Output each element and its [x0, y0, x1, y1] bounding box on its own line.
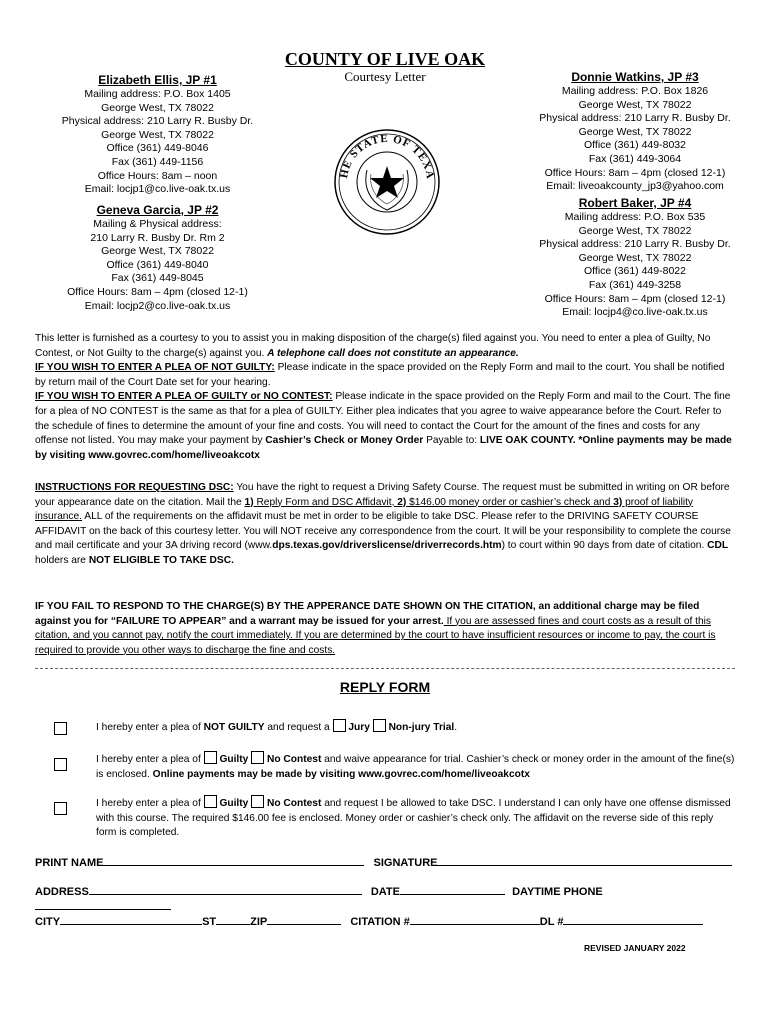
dsc-no-contest-checkbox[interactable]: [251, 795, 264, 808]
revision-note: REVISED JANUARY 2022: [584, 943, 686, 953]
non-jury-label: Non-jury Trial: [388, 722, 455, 733]
guilty-paragraph: [35, 390, 735, 463]
jp3-line: Mailing address: P.O. Box 1826: [561, 85, 709, 97]
option-text: and request I be allowed to take DSC. I understand I can only have one offense dismissed with this course. The required $146.00 fee is enclosed. Money order or cashier’s check only. The affidavit on the reverse side of this reply form is completed.: [96, 798, 731, 839]
fail-paragraph: [35, 600, 735, 658]
dsc-item: $146.00 money order or cashier’s check and: [406, 496, 614, 508]
guilty-plea-checkbox[interactable]: [54, 758, 67, 771]
guilty-checkbox[interactable]: [204, 751, 217, 764]
online-payment-note: . *Online payments may be made by visiting www.govrec.com/home/liveoakcotx: [35, 435, 732, 461]
jp2-line: Fax (361) 449-8045: [111, 272, 204, 285]
jp4-name: Robert Baker, JP #4: [578, 196, 692, 210]
guilty-label: Guilty: [219, 754, 249, 765]
daytime-phone-label: DAYTIME PHONE: [512, 886, 603, 898]
dsc-item-number: 3): [613, 496, 623, 508]
plea-not-guilty: NOT GUILTY: [203, 722, 265, 733]
intro-paragraph: [35, 332, 735, 361]
jp3-line: Physical address: 210 Larry R. Busby Dr.: [539, 112, 731, 125]
jp4-block: [520, 196, 750, 320]
citation-label: CITATION #: [350, 916, 410, 928]
not-guilty-paragraph: [35, 361, 735, 390]
guilty-label: Guilty: [219, 798, 249, 809]
payment-method: Cashier’s Check or Money Order: [265, 435, 424, 447]
jp2-line: Mailing & Physical address:: [93, 218, 222, 230]
jp2-line: 210 Larry R. Busby Dr. Rm 2: [90, 231, 225, 244]
option-text: and request a: [264, 722, 333, 733]
dsc-text: ) to court within 90 days from date of citation.: [501, 540, 708, 552]
dsc-section: [35, 481, 735, 569]
guilty-heading: IF YOU WISH TO ENTER A PLEA OF GUILTY or NO CONTEST:: [35, 391, 333, 403]
jp4-line: George West, TX 78022: [578, 224, 692, 237]
jp1-email: Email: locjp1@co.live-oak.tx.us: [84, 183, 231, 196]
signature-field[interactable]: [437, 854, 732, 866]
jp4-line: George West, TX 78022: [578, 251, 692, 264]
dl-field[interactable]: [563, 913, 703, 925]
jp2-line: Office Hours: 8am – 4pm (closed 12-1): [67, 285, 248, 298]
no-contest-label: No Contest: [267, 754, 322, 765]
jp3-line: George West, TX 78022: [578, 125, 692, 138]
state-label: ST: [202, 916, 217, 928]
city-field[interactable]: [60, 913, 202, 925]
jp4-line: Office (361) 449-8022: [584, 265, 686, 278]
address-row: [35, 883, 735, 913]
option-text: I hereby enter a plea of: [96, 798, 204, 809]
reply-form-title: REPLY FORM: [339, 679, 431, 695]
option-text: and waive appearance for trial. Cashier’s check or money order in the amount of the fine(s) is enclosed.: [96, 754, 735, 780]
daytime-phone-field[interactable]: [35, 898, 171, 910]
jp1-name: Elizabeth Ellis, JP #1: [98, 73, 217, 87]
jp1-line: Office (361) 449-8046: [106, 142, 209, 155]
jp3-line: Office (361) 449-8032: [584, 139, 686, 152]
jp1-line: Mailing address: P.O. Box 1405: [84, 88, 231, 100]
intro-text: This letter is furnished as a courtesy to you to assist you in making disposition of the charge(s) filed against you. You need to enter a plea of Guilty, No Contest, or Not Guilty to the charge(s) against you.: [35, 333, 711, 359]
jp1-line: Physical address: 210 Larry R. Busby Dr.: [61, 115, 254, 128]
jp4-line: Fax (361) 449-3258: [588, 278, 682, 291]
jp3-name: Donnie Watkins, JP #3: [571, 70, 699, 84]
letter-body: [35, 332, 735, 463]
jp1-line: Fax (361) 449-1156: [111, 155, 204, 168]
city-label: CITY: [35, 916, 61, 928]
jp4-line: Mailing address: P.O. Box 535: [564, 211, 706, 223]
jp3-block: [520, 70, 750, 194]
jp2-email: Email: locjp2@co.live-oak.tx.us: [84, 299, 231, 312]
payable-to: Payable to:: [423, 435, 480, 447]
date-label: DATE: [370, 886, 400, 898]
seal-text: HE STATE OF TEXA: [338, 132, 437, 181]
jp2-line: George West, TX 78022: [101, 245, 214, 258]
page-title: COUNTY OF LIVE OAK: [284, 49, 486, 69]
jp4-email: Email: locjp4@co.live-oak.tx.us: [562, 306, 708, 319]
state-field[interactable]: [216, 913, 250, 925]
dsc-item: proof of liability insurance.: [35, 496, 694, 523]
cut-line: [35, 668, 735, 669]
jury-checkbox[interactable]: [333, 719, 346, 732]
jp1-block: [40, 73, 275, 197]
date-field[interactable]: [400, 883, 505, 895]
cdl-label: CDL: [707, 540, 729, 552]
jp2-line: Office (361) 449-8040: [106, 258, 209, 271]
svg-text:THE STATE OF TEXAS: [333, 128, 436, 180]
payee-county: LIVE OAK COUNTY: [479, 435, 573, 447]
option-text: I hereby enter a plea of: [96, 722, 204, 733]
dsc-item: Reply Form and DSC Affidavit,: [253, 496, 398, 508]
fail-section: [35, 600, 735, 658]
non-jury-checkbox[interactable]: [373, 719, 386, 732]
address-label: ADDRESS: [35, 886, 89, 898]
fail-notice: If you are assessed fines and court costs as a result of this citation, and you cannot pay, notify the court immediately. If you are determined by the court to have insufficient resources or income to pay, the court is required to provide you other ways to discharge the fine and costs.: [35, 615, 716, 656]
no-contest-checkbox[interactable]: [251, 751, 264, 764]
jp4-line: Office Hours: 8am – 4pm (closed 12-1): [544, 292, 726, 305]
zip-label: ZIP: [250, 916, 268, 928]
name-signature-row: [35, 854, 735, 869]
print-name-field[interactable]: [103, 854, 364, 866]
city-row: [35, 913, 735, 928]
dsc-item-number: 1): [244, 496, 254, 508]
reply-option-not-guilty: [96, 719, 736, 736]
dsc-plea-checkbox[interactable]: [54, 802, 67, 815]
print-name-label: PRINT NAME: [35, 857, 104, 869]
intro-emphasis: A telephone call does not constitute an appearance.: [267, 347, 519, 359]
option-text: .: [454, 722, 458, 733]
not-guilty-heading: IF YOU WISH TO ENTER A PLEA OF NOT GUILTY:: [35, 362, 275, 374]
not-eligible-text: NOT ELIGIBLE TO TAKE DSC.: [88, 554, 234, 566]
jp1-line: Office Hours: 8am – noon: [97, 169, 218, 182]
jp4-line: Physical address: 210 Larry R. Busby Dr.: [539, 238, 731, 251]
jp1-line: George West, TX 78022: [101, 101, 214, 114]
dsc-text: ALL of the requirements on the affidavit must be met in order to be eligible to take DSC. Please refer to the DRIVING SAFETY COURSE AFFIDAVIT on the back of this courtesy letter. You will NOT receive any correspondence from the court. It will be your responsibility to complete the course and mail certificate and your 3A driving record (www.: [35, 511, 731, 552]
jp3-email: Email: liveoakcounty_jp3@yahoo.com: [546, 180, 724, 193]
jp2-name: Geneva Garcia, JP #2: [96, 203, 219, 217]
guilty-text: Please indicate in the space provided on the Reply Form and mail to the Court. The fine for a plea of NO CONTEST is the same as that for a plea of GUILTY. Either plea indicates that you agree to waive appearance before the Court. Refer to the schedule of fines to determine the amount of your fine and costs. You will need to contact the Court for the amount of the fines and costs for any offense not listed. You may make your payment by: [35, 391, 731, 447]
page-subtitle: Courtesy Letter: [344, 69, 426, 84]
not-guilty-text: Please indicate in the space provided on the Reply Form and mail to the court. You shall be notified by return mail of the Court Date set for your hearing.: [35, 362, 725, 388]
citation-field[interactable]: [410, 913, 540, 925]
dsc-text: You have the right to request a Driving Safety Course. The request must be submitted in writing on OR before your appearance date on the citation. Mail the: [35, 482, 730, 508]
address-field[interactable]: [89, 883, 362, 895]
reply-option-dsc: [96, 795, 736, 841]
jp3-line: Office Hours: 8am – 4pm (closed 12-1): [544, 166, 726, 179]
jp3-line: Fax (361) 449-3064: [588, 152, 682, 165]
dsc-guilty-checkbox[interactable]: [204, 795, 217, 808]
dl-label: DL #: [539, 916, 564, 928]
dsc-text: holders are: [35, 554, 89, 566]
zip-field[interactable]: [267, 913, 341, 925]
reply-option-guilty: [96, 751, 736, 782]
jp2-block: [40, 203, 275, 313]
dsc-item-number: 2): [397, 496, 407, 508]
dsc-paragraph: [35, 481, 735, 569]
option-text: I hereby enter a plea of: [96, 754, 204, 765]
jp1-line: George West, TX 78022: [101, 128, 214, 141]
online-payment-note: Online payments may be made by visiting www.govrec.com/home/liveoakcotx: [152, 768, 530, 780]
dsc-heading: INSTRUCTIONS FOR REQUESTING DSC:: [35, 482, 234, 493]
dps-link: dps.texas.gov/driverslicense/driverrecords.htm: [272, 540, 502, 552]
no-contest-label: No Contest: [267, 798, 322, 809]
not-guilty-checkbox[interactable]: [54, 722, 67, 735]
signature-label: SIGNATURE: [373, 857, 438, 869]
fail-warning: IF YOU FAIL TO RESPOND TO THE CHARGE(S) BY THE APPERANCE DATE SHOWN ON THE CITATION, an additional charge may be filed against you for “FAILURE TO APPEAR” and a warrant may be issued for your arrest.: [35, 601, 700, 627]
texas-seal-icon: [333, 128, 441, 236]
jury-label: Jury: [348, 722, 370, 733]
jp3-line: George West, TX 78022: [578, 98, 692, 111]
